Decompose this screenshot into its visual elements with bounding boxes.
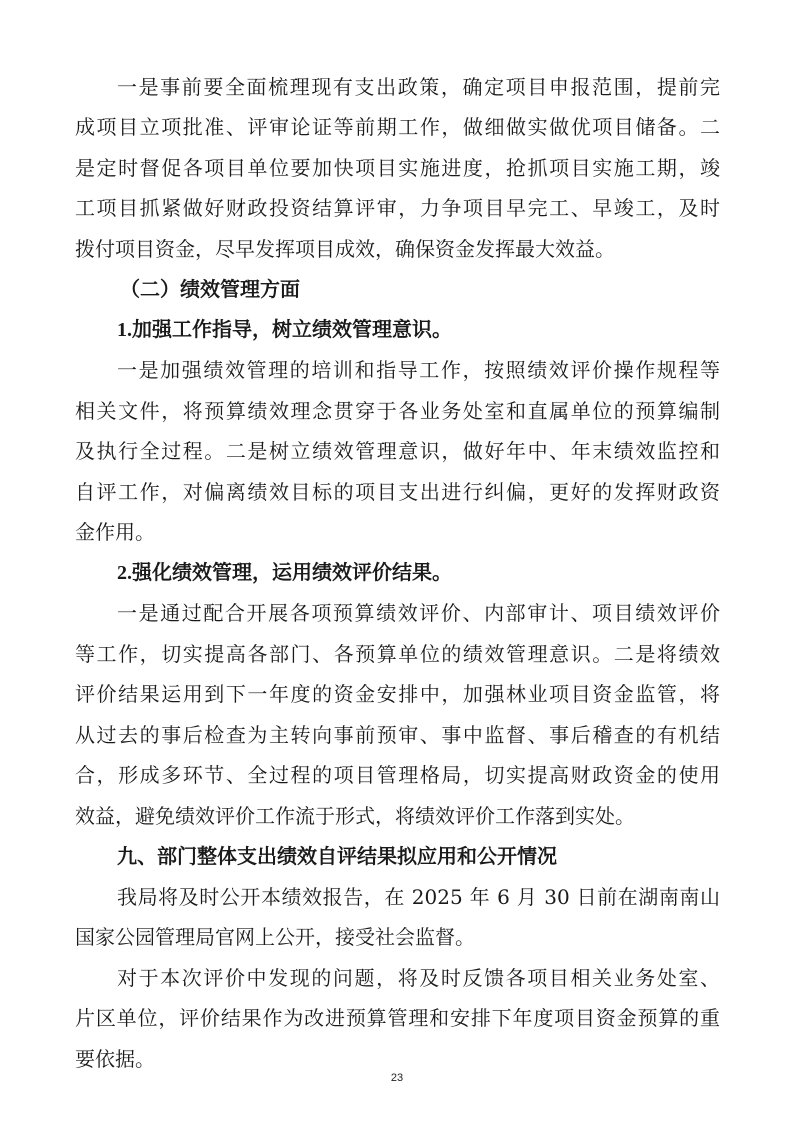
paragraph-line: 及执行全过程。二是树立绩效管理意识，做好年中、年末绩效监控和 [75, 439, 720, 463]
paragraph-line: 一是加强绩效管理的培训和指导工作，按照绩效评价操作规程等 [117, 358, 720, 382]
page-number: 23 [390, 1072, 404, 1084]
paragraph-line: 相关文件，将预算绩效理念贯穿于各业务处室和直属单位的预算编制 [75, 399, 720, 423]
paragraph-line: 片区单位，评价结果作为改进预算管理和安排下年度项目资金预算的重 [75, 1006, 720, 1030]
section-heading: （二）绩效管理方面 [120, 277, 300, 301]
paragraph-line: 是定时督促各项目单位要加快项目实施进度，抢抓项目实施工期，竣 [75, 156, 720, 180]
paragraph-line: 从过去的事后检查为主转向事前预审、事中监督、事后稽查的有机结 [75, 723, 720, 747]
paragraph-line: 成项目立项批准、评审论证等前期工作，做细做实做优项目储备。二 [75, 115, 720, 139]
paragraph-line: 一是事前要全面梳理现有支出政策，确定项目申报范围，提前完 [117, 75, 720, 99]
paragraph-line: 合，形成多环节、全过程的项目管理格局，切实提高财政资金的使用 [75, 763, 720, 787]
paragraph-line: 金作用。 [75, 520, 155, 544]
paragraph-line: 自评工作，对偏离绩效目标的项目支出进行纠偏，更好的发挥财政资 [75, 480, 720, 504]
subsection-heading: 1.加强工作指导，树立绩效管理意识。 [117, 319, 452, 341]
paragraph-line: 工项目抓紧做好财政投资结算评审，力争项目早完工、早竣工，及时 [75, 196, 720, 220]
paragraph-line: 效益，避免绩效评价工作流于形式，将绩效评价工作落到实处。 [75, 804, 635, 828]
paragraph-line: 等工作，切实提高各部门、各预算单位的绩效管理意识。二是将绩效 [75, 642, 720, 666]
paragraph-line: 国家公园管理局官网上公开，接受社会监督。 [75, 925, 475, 949]
paragraph-line: 拨付项目资金，尽早发挥项目成效，确保资金发挥最大效益。 [75, 237, 615, 261]
paragraph-line: 我局将及时公开本绩效报告，在 2025 年 6 月 30 日前在湖南南山 [117, 885, 720, 909]
section-heading: 九、部门整体支出绩效自评结果拟应用和公开情况 [117, 844, 557, 868]
subsection-heading: 2.强化绩效管理，运用绩效评价结果。 [117, 562, 452, 584]
paragraph-line: 评价结果运用到下一年度的资金安排中，加强林业项目资金监管，将 [75, 682, 720, 706]
paragraph-line: 对于本次评价中发现的问题，将及时反馈各项目相关业务处室、 [117, 966, 720, 990]
paragraph-line: 要依据。 [75, 1047, 155, 1071]
paragraph-line: 一是通过配合开展各项预算绩效评价、内部审计、项目绩效评价 [117, 601, 720, 625]
